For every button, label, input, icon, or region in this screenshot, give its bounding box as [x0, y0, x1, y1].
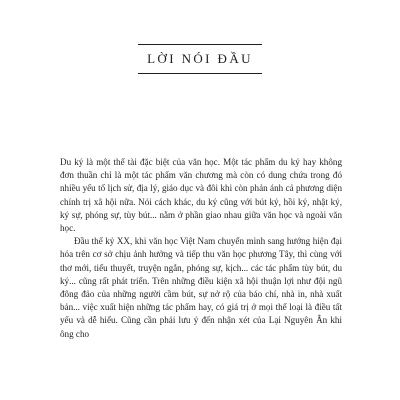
- title-frame: [138, 44, 262, 74]
- page-title: LỜI NÓI ĐẦU: [147, 51, 253, 66]
- body-text: [60, 156, 342, 341]
- paragraph-2: Đầu thế kỷ XX, khi văn học Việt Nam chuyển mình sang hướng hiện đại hóa trên cơ sở chịu ảnh hưởng và tiếp thu văn học phương Tây, thì cùng với thơ mới, tiểu thuyết, truyện ngắn, phóng sự, kịch... các tác phẩm tùy bút, du ký... cũng rất phát triển. Trên những điều kiện xã hội thuận lợi như đội ngũ đông đảo của những người cầm bút, sự nở rộ của báo chí, nhà in, nhà xuất bản... việc xuất hiện những tác phẩm hay, có giá trị ở mọi thể loại là điều tất yếu và dễ hiểu. Cũng cần phải lưu ý đến nhận xét của Lại Nguyên Ân khi ông cho: [60, 236, 342, 339]
- paragraph-1: Du ký là một thể tài đặc biệt của văn học. Một tác phẩm du ký hay không đơn thuần chỉ là một tác phẩm văn chương mà còn có dung chứa trong đó nhiều yếu tố lịch sử, địa lý, giáo dục và đôi khi còn phản ánh cả phương diện chính trị xã hội nữa. Nói cách khác, du ký cũng với bút ký, hồi ký, nhật ký, ký sự, phóng sự, tùy bút... nằm ở phần giao nhau giữa văn học và ngoài văn học.: [60, 157, 342, 234]
